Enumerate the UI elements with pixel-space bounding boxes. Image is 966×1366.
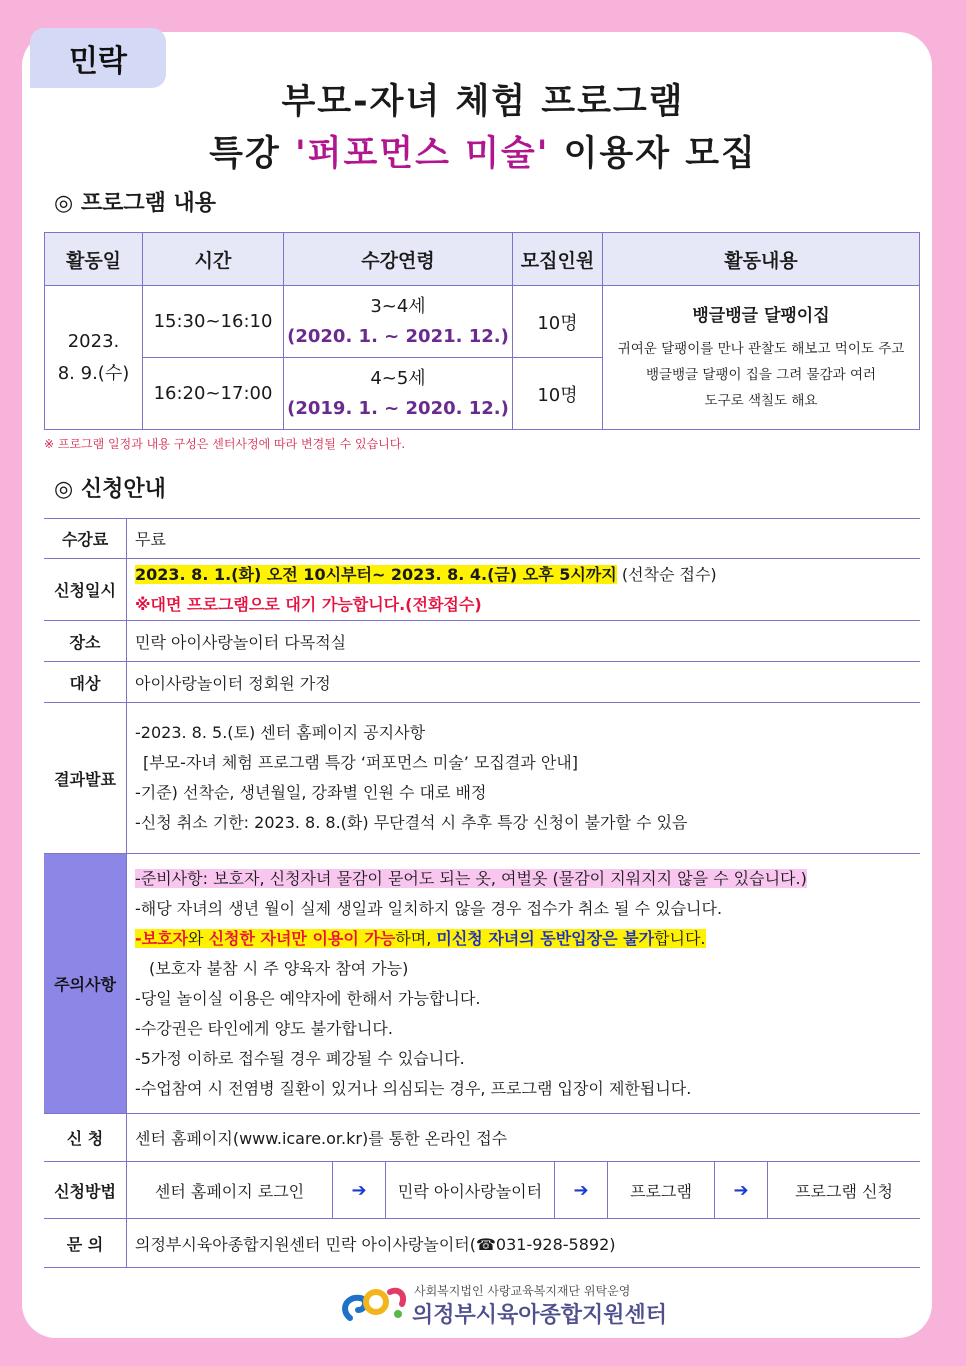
header-time: 시간 (143, 233, 284, 286)
caution-value: -준비사항: 보호자, 신청자녀 물감이 묻어도 되는 옷, 여벌옷 (물감이 지워지지 않을 수 있습니다.) -해당 자녀의 생년 월이 실제 생일과 일치하지 않을 경우 접수가 취소 될 수 있습니다. -보호자와 신청한 자녀만 이용이 가능하며, 미신청 자녀의 동반입장은 불가합니다. (보호자 불참 시 주 양육자 참여 가능) -당일 놀이실 이용은 예약자에 한해서 가능합니다. -수강권은 타인에게 양도 불가합니다. -5가정 이하로 접수될 경우 폐강될 수 있습니다. -수업참여 시 전염병 질환이 있거나 의심되는 경우, 프로그램 입장이 제한됩니다. (127, 854, 921, 1114)
contact-value: 의정부시육아종합지원센터 민락 아이사랑놀이터(☎031-928-5892) (127, 1219, 921, 1268)
location-tag: 민락 (30, 28, 166, 88)
section-apply: ◎ 신청안내 (54, 477, 166, 502)
step-playground: 민락 아이사랑놀이터 (386, 1162, 555, 1218)
method-steps (127, 1162, 921, 1219)
count-2: 10명 (513, 358, 603, 430)
method-label: 신청방법 (44, 1162, 127, 1219)
result-label: 결과발표 (44, 703, 127, 854)
step-login: 센터 홈페이지 로그인 (127, 1162, 333, 1218)
footer-operator: 사회복지법인 사랑교육복지재단 위탁운영 (414, 1284, 631, 1298)
arrow-icon: ➔ (333, 1162, 386, 1218)
place-value: 민락 아이사랑놀이터 다목적실 (127, 621, 921, 662)
arrow-icon: ➔ (715, 1162, 768, 1218)
count-1: 10명 (513, 286, 603, 358)
age-1: 3~4세 (2020. 1. ~ 2021. 12.) (284, 286, 513, 358)
period-value: 2023. 8. 1.(화) 오전 10시부터~ 2023. 8. 4.(금) 오후 5시까지 (선착순 접수) ※대면 프로그램으로 대기 가능합니다.(전화접수) (127, 559, 921, 621)
result-value: -2023. 8. 5.(토) 센터 홈페이지 공지사항 [부모-자녀 체험 프로그램 특강 ‘퍼포먼스 미술’ 모집결과 안내] -기준) 선착순, 생년월일, 강좌별 인원 수 대로 배정 -신청 취소 기한: 2023. 8. 8.(화) 무단결석 시 추후 특강 신청이 불가할 수 있음 (127, 703, 921, 854)
center-logo (340, 1280, 680, 1330)
logo-icon (340, 1280, 410, 1328)
caution-label: 주의사항 (44, 854, 127, 1114)
fee-value: 무료 (127, 519, 921, 559)
title-line2: 특강 '퍼포먼스 미술' 이용자 모집 (209, 134, 757, 174)
header-age: 수강연령 (284, 233, 513, 286)
activity-content: 뱅글뱅글 달팽이집 귀여운 달팽이를 만나 관찰도 해보고 먹이도 주고 뱅글뱅글 달팽이 집을 그려 물감과 여러 도구로 색칠도 해요 (603, 286, 920, 430)
fee-label: 수강료 (44, 519, 127, 559)
arrow-icon: ➔ (555, 1162, 608, 1218)
target-label: 대상 (44, 662, 127, 703)
program-table (44, 232, 920, 430)
contact-label: 문 의 (44, 1219, 127, 1268)
title-line1: 부모-자녀 체험 프로그램 (281, 82, 685, 122)
title-accent: '퍼포먼스 미술' (294, 134, 550, 174)
section-program: ◎ 프로그램 내용 (54, 191, 217, 216)
activity-date: 2023. 8. 9.(수) (45, 286, 143, 430)
apply-label: 신 청 (44, 1114, 127, 1162)
step-apply: 프로그램 신청 (795, 1181, 893, 1201)
header-count: 모집인원 (513, 233, 603, 286)
header-activity: 활동내용 (603, 233, 920, 286)
place-label: 장소 (44, 621, 127, 662)
time-1: 15:30~16:10 (143, 286, 284, 358)
schedule-note: ※ 프로그램 일정과 내용 구성은 센터사정에 따라 변경될 수 있습니다. (44, 437, 406, 451)
footer-center-name: 의정부시육아종합지원센터 (412, 1303, 668, 1328)
apply-table (44, 518, 920, 1268)
step-program: 프로그램 (608, 1162, 715, 1218)
period-label: 신청일시 (44, 559, 127, 621)
apply-value: 센터 홈페이지(www.icare.or.kr)를 통한 온라인 접수 (127, 1114, 921, 1162)
time-2: 16:20~17:00 (143, 358, 284, 430)
age-2: 4~5세 (2019. 1. ~ 2020. 12.) (284, 358, 513, 430)
header-date: 활동일 (45, 233, 143, 286)
target-value: 아이사랑놀이터 정회원 가정 (127, 662, 921, 703)
